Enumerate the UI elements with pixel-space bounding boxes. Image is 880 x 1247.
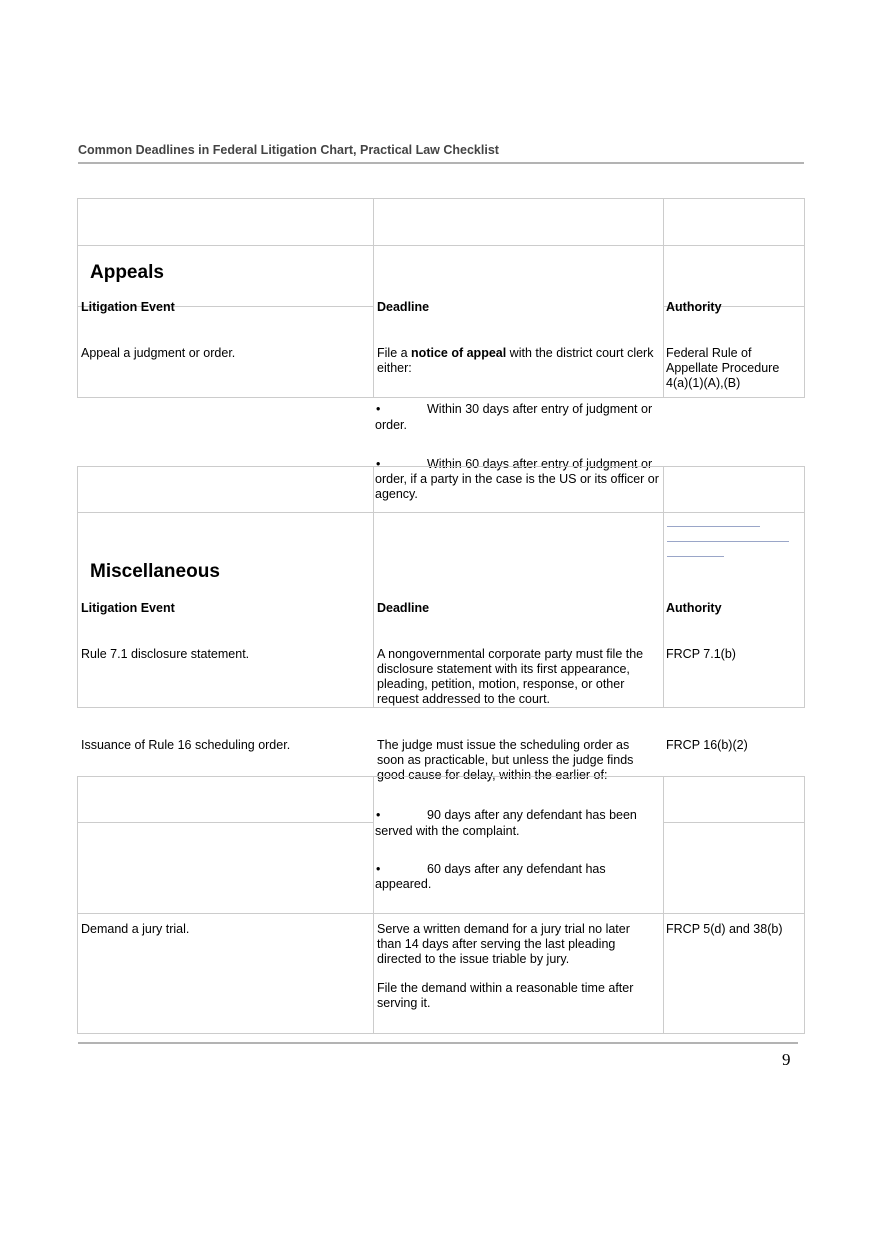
bullet-mark: • (376, 862, 381, 876)
bullet-mark: • (376, 457, 381, 471)
deadline-cell (377, 346, 659, 376)
link-underline (667, 526, 760, 527)
column-header-event: Litigation Event (81, 601, 175, 615)
authority-cell: Federal Rule of Appellate Procedure 4(a)(1)(A),(B) (666, 346, 780, 390)
bullet-text: Within 30 days after entry of judgment or (427, 402, 653, 416)
deadline-cell: The judge must issue the scheduling order as soon as practicable, but unless the judge finds good cause for delay, within the earlier of: (377, 738, 634, 782)
event-cell: Appeal a judgment or order. (81, 346, 236, 360)
bullet-continuation: order. (375, 418, 407, 432)
table-gridline (77, 822, 373, 823)
footer-divider (78, 1042, 798, 1044)
section-title-miscellaneous: Miscellaneous (90, 561, 220, 582)
section-title-appeals: Appeals (90, 262, 164, 283)
link-underline (667, 556, 724, 557)
table-gridline (77, 245, 805, 246)
deadline-text: with the district court clerk either: (377, 346, 654, 375)
page-number: 9 (782, 1050, 791, 1069)
deadline-cell: A nongovernmental corporate party must file the disclosure statement with its first appearance, pleading, petition, motion, response, or other request addressed to the court. (377, 647, 644, 706)
bullet-mark: • (376, 808, 381, 822)
table-gridline (77, 512, 805, 513)
table-gridline (663, 198, 664, 398)
bullet-item (376, 402, 653, 417)
event-cell: Demand a jury trial. (81, 922, 190, 936)
bullet-continuation: appeared. (375, 877, 432, 891)
deadline-paragraph: File the demand within a reasonable time after serving it. (377, 981, 634, 1010)
table-gridline (77, 913, 805, 914)
column-header-authority: Authority (666, 601, 722, 615)
table-gridline (373, 466, 374, 708)
table-gridline (663, 822, 805, 823)
header-divider (78, 162, 804, 164)
bullet-mark: • (376, 402, 381, 416)
authority-cell: FRCP 16(b)(2) (666, 738, 748, 752)
bullet-continuation: served with the complaint. (375, 824, 520, 838)
column-header-event: Litigation Event (81, 300, 175, 314)
bullet-continuation: order, if a party in the case is the US or its officer or agency. (375, 472, 659, 501)
deadline-paragraph: Serve a written demand for a jury trial no later than 14 days after serving the last pleading directed to the issue triable by jury. (377, 922, 630, 966)
column-header-authority: Authority (666, 300, 722, 314)
table-gridline (663, 776, 664, 1034)
authority-cell: FRCP 5(d) and 38(b) (666, 922, 783, 936)
bullet-text: Within 60 days after entry of judgment or (427, 457, 653, 471)
bullet-text: 60 days after any defendant has (427, 862, 606, 876)
document-header: Common Deadlines in Federal Litigation Chart, Practical Law Checklist (78, 143, 499, 157)
column-header-deadline: Deadline (377, 601, 430, 615)
column-header-deadline: Deadline (377, 300, 430, 314)
bullet-item (376, 808, 637, 823)
bullet-item (376, 862, 606, 877)
deadline-text: File a (377, 346, 412, 360)
authority-cell: FRCP 7.1(b) (666, 647, 736, 661)
bullet-text: 90 days after any defendant has been (427, 808, 637, 822)
deadline-emphasis: notice of appeal (411, 346, 507, 360)
table-gridline (373, 198, 374, 398)
deadline-cell (377, 922, 653, 1011)
table-gridline (373, 776, 374, 1034)
event-cell: Rule 7.1 disclosure statement. (81, 647, 250, 661)
link-underline (667, 541, 789, 542)
table-gridline (663, 466, 664, 708)
event-cell: Issuance of Rule 16 scheduling order. (81, 738, 291, 752)
